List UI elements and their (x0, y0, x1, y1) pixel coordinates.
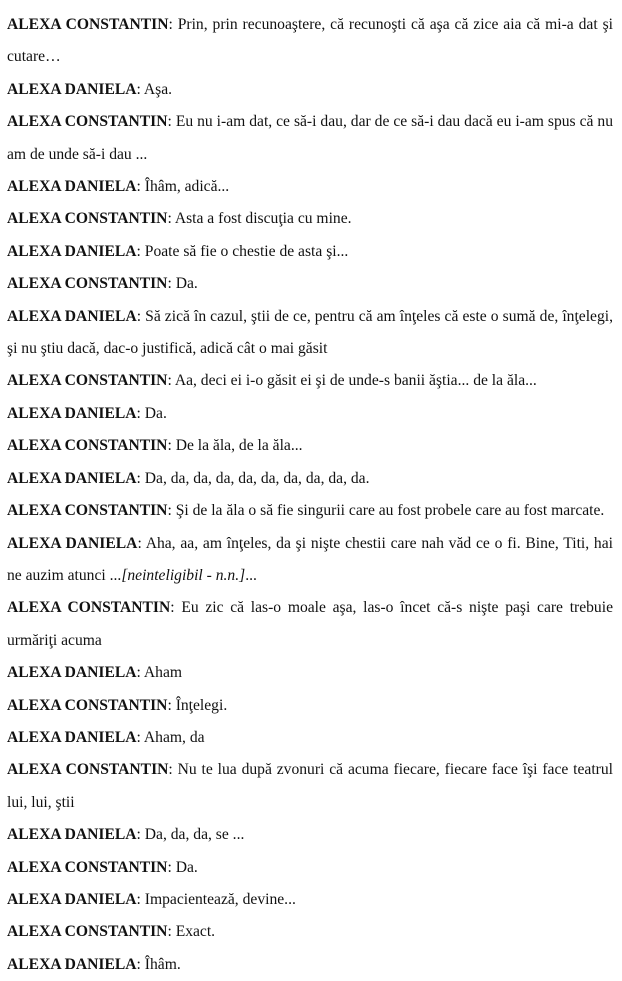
utterance-text: De la ăla, de la ăla... (175, 437, 303, 455)
dialogue-turn (7, 463, 613, 495)
speaker-separator: : (170, 599, 182, 617)
utterance-text: Da. (144, 404, 167, 422)
speaker-name: ALEXA DANIELA (7, 534, 138, 552)
speaker-separator: : (136, 242, 145, 260)
speaker-separator: : (136, 728, 144, 746)
speaker-separator: : (167, 372, 175, 390)
utterance-text: Aşa. (143, 80, 173, 98)
utterance-text: Da. (175, 275, 198, 293)
speaker-name: ALEXA CONSTANTIN (7, 210, 168, 228)
dialogue-turn (7, 657, 613, 689)
speaker-name: ALEXA CONSTANTIN (7, 16, 169, 33)
speaker-separator: : (136, 955, 145, 973)
speaker-separator: : (136, 469, 145, 487)
utterance-text: Prin, prin recunoaştere, că recunoşti că aşa că zice aia că mi-a dat şi cutare… (7, 16, 613, 66)
utterance-text: Da. (175, 858, 198, 876)
speaker-name: ALEXA DANIELA (7, 307, 137, 325)
speaker-separator: : (167, 210, 175, 228)
speaker-separator: : (167, 437, 176, 455)
speaker-name: ALEXA CONSTANTIN (7, 437, 168, 455)
speaker-separator: : (136, 307, 146, 325)
dialogue-turn (7, 430, 613, 462)
utterance-text: Să zică în cazul, ştii de ce, pentru că am înţeles că este o sumă de, înţelegi, şi nu ştiu dacă, dac-o justifică, adică cât o mai găsit (7, 307, 613, 358)
speaker-name: ALEXA DANIELA (7, 80, 137, 98)
utterance-trailing-text: ... (245, 566, 257, 584)
speaker-separator: : (168, 761, 178, 779)
editor-note: [neinteligibil - n.n.] (121, 566, 246, 584)
utterance-text: Aham (143, 664, 183, 682)
speaker-separator: : (167, 858, 176, 876)
speaker-name: ALEXA CONSTANTIN (7, 696, 168, 714)
dialogue-turn (7, 365, 613, 397)
speaker-name: ALEXA DANIELA (7, 890, 137, 908)
speaker-name: ALEXA CONSTANTIN (7, 275, 168, 293)
speaker-name: ALEXA DANIELA (7, 242, 137, 260)
speaker-separator: : (137, 534, 146, 552)
utterance-text: Aha, aa, am înţeles, da şi nişte chestii care nah văd ce o fi. Bine, Titi, hai ne auzim atunci ... (7, 534, 613, 584)
speaker-name: ALEXA DANIELA (7, 469, 137, 487)
dialogue-turn (7, 74, 613, 106)
dialogue-turn (7, 754, 613, 819)
dialogue-turn (7, 852, 613, 884)
utterance-text: Aa, deci ei i-o găsit ei şi de unde-s banii ăştia... de la ăla... (174, 372, 537, 390)
speaker-name: ALEXA CONSTANTIN (7, 372, 168, 390)
speaker-name: ALEXA DANIELA (7, 178, 137, 196)
speaker-separator: : (136, 664, 144, 682)
dialogue-turn (7, 884, 613, 916)
utterance-text: Impacientează, devine... (144, 890, 296, 908)
dialogue-turn (7, 9, 613, 74)
speaker-name: ALEXA CONSTANTIN (7, 502, 168, 520)
speaker-name: ALEXA CONSTANTIN (7, 599, 171, 617)
dialogue-turn (7, 916, 613, 948)
dialogue-turn (7, 106, 613, 171)
utterance-text: Da, da, da, se ... (144, 826, 245, 844)
utterance-text: Exact. (175, 923, 216, 941)
dialogue-turn (7, 722, 613, 754)
dialogue-turn (7, 268, 613, 300)
dialogue-turn (7, 690, 613, 722)
speaker-separator: : (136, 178, 145, 196)
utterance-text: Îhâm, adică... (144, 178, 230, 196)
speaker-separator: : (167, 113, 176, 131)
speaker-name: ALEXA DANIELA (7, 728, 137, 746)
dialogue-turn (7, 301, 613, 366)
dialogue-turn (7, 203, 613, 235)
dialogue-turn (7, 398, 613, 430)
speaker-name: ALEXA CONSTANTIN (7, 923, 168, 941)
utterance-text: Îhâm. (144, 955, 181, 973)
utterance-text: Poate să fie o chestie de asta şi... (144, 242, 349, 260)
utterance-text: Aham, da (143, 728, 205, 746)
utterance-text: Eu zic că las-o moale aşa, las-o încet că-s nişte paşi care trebuie urmăriţi acuma (7, 599, 613, 649)
speaker-name: ALEXA DANIELA (7, 955, 137, 973)
speaker-name: ALEXA DANIELA (7, 404, 137, 422)
utterance-text: Înţelegi. (175, 696, 228, 714)
speaker-separator: : (167, 502, 176, 520)
dialogue-turn (7, 949, 613, 981)
utterance-text: Eu nu i-am dat, ce să-i dau, dar de ce să-i dau dacă eu i-am spus că nu am de unde să-i dau ... (7, 113, 613, 163)
speaker-separator: : (167, 275, 176, 293)
speaker-separator: : (136, 404, 145, 422)
speaker-separator: : (168, 16, 178, 33)
speaker-separator: : (167, 923, 176, 941)
utterance-text: Asta a fost discuţia cu mine. (174, 210, 352, 228)
speaker-name: ALEXA DANIELA (7, 664, 137, 682)
dialogue-turn (7, 171, 613, 203)
speaker-name: ALEXA DANIELA (7, 826, 137, 844)
speaker-name: ALEXA CONSTANTIN (7, 858, 168, 876)
dialogue-turn (7, 819, 613, 851)
utterance-text: Da, da, da, da, da, da, da, da, da, da. (144, 469, 370, 487)
speaker-name: ALEXA CONSTANTIN (7, 761, 169, 779)
dialogue-turn (7, 528, 613, 593)
transcript-page (7, 9, 613, 981)
dialogue-turn (7, 236, 613, 268)
speaker-separator: : (136, 826, 145, 844)
dialogue-turn (7, 592, 613, 657)
dialogue-turn (7, 495, 613, 527)
speaker-separator: : (136, 80, 144, 98)
utterance-text: Şi de la ăla o să fie singurii care au fost probele care au fost marcate. (175, 502, 605, 520)
speaker-name: ALEXA CONSTANTIN (7, 113, 168, 131)
utterance-text: Nu te lua după zvonuri că acuma fiecare, fiecare face îşi face teatrul lui, lui, ştii (7, 761, 613, 811)
speaker-separator: : (167, 696, 176, 714)
speaker-separator: : (136, 890, 145, 908)
